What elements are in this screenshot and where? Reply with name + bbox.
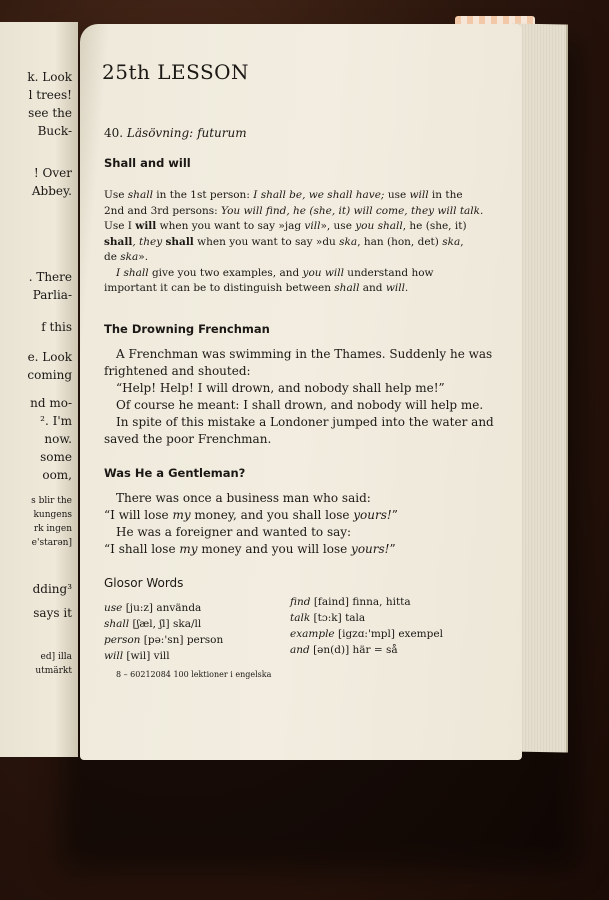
vocab-item: will [wil] vill	[104, 650, 170, 662]
story-line: Of course he meant: I shall drown, and nobody will help me.	[116, 398, 484, 412]
left-page-text-fragment: see the	[28, 106, 72, 120]
left-page-text-fragment: oom,	[42, 468, 72, 482]
right-page	[80, 24, 522, 760]
left-page-text-fragment: Abbey.	[31, 184, 72, 198]
vocab-item: find [faind] finna, hitta	[290, 596, 411, 608]
left-page-text-fragment: Parlia-	[32, 288, 72, 302]
page-footer: 8 – 60212084 100 lektioner i engelska	[116, 670, 272, 679]
left-page	[0, 22, 78, 757]
story-gentleman: There was once a business man who said: “I will lose my money, and you shall lose yours!” He was a foreigner and wanted to say: “I shall lose my money and you will lose yours!”	[104, 491, 398, 556]
left-page-text-fragment: s blir the	[31, 496, 72, 506]
left-page-text-fragment: some	[40, 450, 72, 464]
left-page-text-fragment: coming	[27, 368, 72, 382]
left-page-text-fragment: e'starən]	[31, 538, 72, 548]
vocab-item: use [ju:z] använda	[104, 602, 202, 614]
story-frenchman	[104, 346, 504, 448]
lesson-title: 25th LESSON	[102, 60, 250, 84]
vocab-item: and [ən(d)] här = så	[290, 644, 398, 656]
story-line: “Help! Help! I will drown, and nobody shall help me!”	[116, 381, 445, 395]
left-page-text-fragment: kungens	[33, 510, 72, 520]
vocab-item: talk [tɔ:k] tala	[290, 612, 366, 624]
heading-drowning-frenchman: The Drowning Frenchman	[104, 322, 270, 336]
left-page-text-fragment: e. Look	[27, 350, 72, 364]
heading-shall-and-will: Shall and will	[104, 156, 191, 170]
left-page-text-fragment: nd mo-	[30, 396, 72, 410]
left-page-text-fragment: f this	[41, 320, 72, 334]
left-page-text-fragment: ². I'm	[40, 414, 72, 428]
left-page-text-fragment: dding³	[32, 582, 72, 596]
section-title: 40. Läsövning: futurum	[104, 126, 247, 140]
vocabulary-column-right	[290, 594, 443, 658]
left-page-text-fragment: now.	[44, 432, 72, 446]
left-page-text-fragment: l trees!	[28, 88, 72, 102]
story-line: In spite of this mistake a Londoner jumped into the water and	[116, 415, 494, 429]
left-page-text-fragment: Buck-	[37, 124, 72, 138]
left-page-text-fragment: says it	[33, 606, 72, 620]
left-page-text-fragment: ! Over	[33, 166, 72, 180]
heading-glosor-words: Glosor Words	[104, 576, 184, 590]
left-page-text-fragment: k. Look	[27, 70, 72, 84]
story-line: frightened and shouted:	[104, 364, 251, 378]
left-page-text-fragment: rk ingen	[33, 524, 72, 534]
vocab-item: shall [ʃæl, ʃl] ska/ll	[104, 618, 202, 630]
vocab-item: person [pə:'sn] person	[104, 634, 224, 646]
left-page-text-fragment: utmärkt	[35, 666, 72, 676]
heading-was-he-a-gentleman: Was He a Gentleman?	[104, 466, 246, 480]
vocab-item: example [igzɑ:'mpl] exempel	[290, 628, 443, 640]
paragraph-shall-will: Use shall in the 1st person: I shall be, we shall have; use will in the 2nd and 3rd persons: You will find, he (she, it) will come, they will talk. Use I will when you want to say »jag vill», use you shall, he (she, it) shall, they shall when you want to say »du ska, han (hon, det) ska, de ska». I shall give you two examples, and you will understand how important it can be to distinguish between shall and will.	[104, 189, 484, 294]
story-line: A Frenchman was swimming in the Thames. Suddenly he was	[116, 347, 493, 361]
story-line: saved the poor Frenchman.	[104, 432, 272, 446]
left-page-text-fragment: ed] illa	[40, 652, 72, 662]
vocabulary-column-left	[104, 600, 223, 664]
left-page-text-fragment: . There	[28, 270, 72, 284]
